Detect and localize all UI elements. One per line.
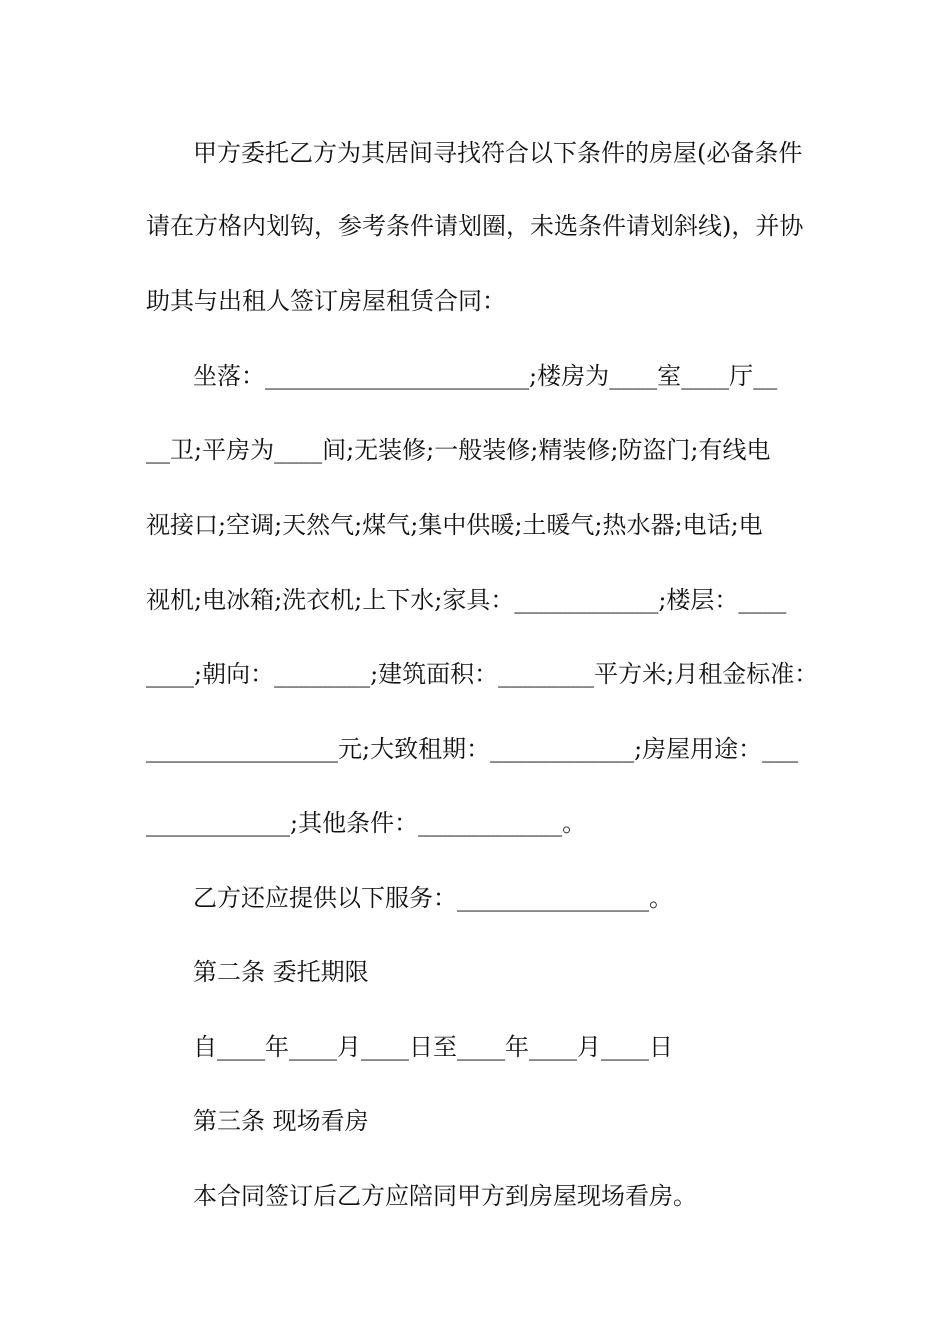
paragraph-line: ________________元;大致租期：____________;房屋用途：___ (146, 735, 799, 763)
paragraph-line: 坐落：______________________;楼房为____室____厅__ (193, 362, 778, 390)
paragraph-line: 视机;电冰箱;洗衣机;上下水;家具：____________;楼层：____ (146, 586, 787, 614)
paragraph-line: 请在方格内划钩，参考条件请划圈，未选条件请划斜线)，并协 (146, 212, 804, 240)
paragraph-line: 助其与出租人签订房屋租赁合同： (146, 287, 506, 315)
paragraph-line: 本合同签订后乙方应陪同甲方到房屋现场看房。 (193, 1182, 697, 1210)
section-heading: 第三条 现场看房 (193, 1107, 369, 1135)
paragraph-line: ____________;其他条件：____________。 (146, 809, 587, 837)
paragraph-line: 乙方还应提供以下服务：________________。 (193, 884, 673, 912)
paragraph-line: __卫;平房为____间;无装修;一般装修;精装修;防盗门;有线电 (146, 436, 771, 464)
paragraph-line: 视接口;空调;天然气;煤气;集中供暖;土暖气;热水器;电话;电 (146, 511, 763, 539)
paragraph-line: 甲方委托乙方为其居间寻找符合以下条件的房屋(必备条件 (193, 139, 803, 167)
section-heading: 第二条 委托期限 (193, 958, 369, 986)
paragraph-line: ____;朝向：________;建筑面积：________平方米;月租金标准： (146, 660, 819, 688)
paragraph-line: 自____年____月____日至____年____月____日 (193, 1033, 673, 1061)
